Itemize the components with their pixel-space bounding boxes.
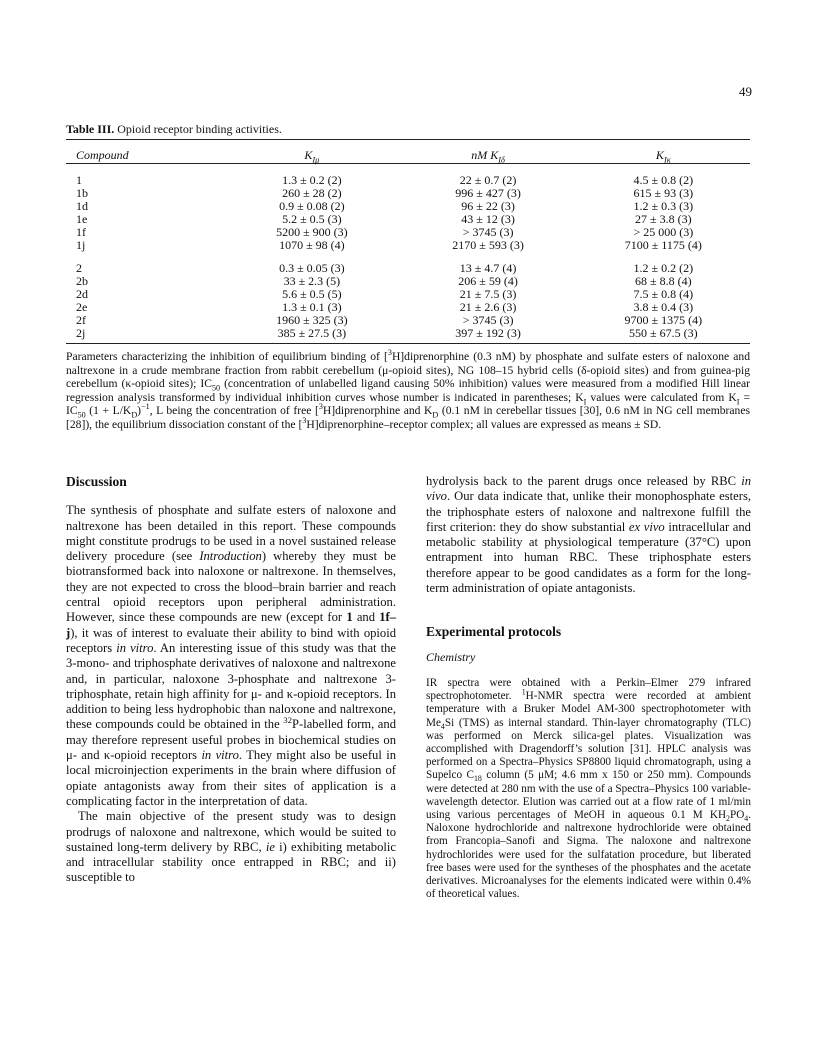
- header-k-mu: $K_{I\mu}$: [304, 147, 320, 164]
- cell-k-mu: 0.9 ± 0.08 (2): [279, 199, 345, 213]
- cell-k-delta: 22 ± 0.7 (2): [459, 173, 517, 187]
- cell-k-kappa: 615 ± 93 (3): [633, 186, 694, 200]
- cell-k-mu: 1960 ± 325 (3): [276, 313, 348, 327]
- cell-k-kappa: 4.5 ± 0.8 (2): [633, 173, 694, 187]
- chemistry-subheading: Chemistry: [426, 649, 476, 664]
- cell-compound: 1d: [76, 199, 88, 213]
- page-number: 49: [739, 84, 752, 99]
- cell-k-mu: 33 ± 2.3 (5): [283, 274, 341, 288]
- cell-k-delta: 21 ± 7.5 (3): [459, 287, 517, 301]
- table-top-rule: [66, 139, 750, 140]
- cell-compound: 1b: [76, 186, 88, 200]
- table-row: [66, 327, 750, 340]
- cell-k-delta: 2170 ± 593 (3): [452, 238, 524, 252]
- table-bottom-rule: [66, 343, 750, 344]
- cell-compound: 1j: [76, 238, 86, 252]
- cell-k-kappa: 7.5 ± 0.8 (4): [633, 287, 694, 301]
- cell-k-kappa: 1.2 ± 0.2 (2): [633, 261, 694, 275]
- cell-k-delta: 206 ± 59 (4): [458, 274, 518, 288]
- cell-k-delta: > 3745 (3): [462, 313, 514, 327]
- chemistry-paragraph: IR spectra were obtained with a Perkin–Elmer 279 infrared spectrophotometer. $^1$H-NMR spectra were recorded at ambient temperature with a Bruker Model AM-300 spectrophotometer with $Me_4Si$ (TMS) as internal standard. Thin-layer chromatography (TLC) was performed on Merck silica-gel plates. Visualization was accomplished with Dragendorff’s solution [31]. HPLC analysis was performed on a Spectra–Physics SP8800 liquid chromatograph, using a Supelco $C_{18}$ column (5 μM; 4.6 mm x 150 or 250 mm). Compounds were detected at 280 nm with the use of a Spectra–Physics 100 variable-wavelength detector. Elution was carried out at a flow rate of 1 ml/min using various percentages of MeOH in aqueous 0.1 M $KH_2PO_4$. Naloxone hydrochloride and naltrexone hydrochloride were obtained from Francopia–Sanofi and Sigma. The naloxone and naltrexone hydrochlorides were used for the sulfatation procedure, but liberated free bases were used for the syntheses of the phosphates and the acetate derivatives. Microanalyses for the elements indicated were within 0.4% of theoretical values.: [426, 676, 751, 901]
- cell-compound: 1e: [76, 212, 88, 226]
- cell-k-kappa: 68 ± 8.8 (4): [635, 274, 692, 288]
- cell-k-delta: 397 ± 192 (3): [455, 326, 521, 340]
- cell-compound: 2: [76, 261, 82, 275]
- cell-k-delta: > 3745 (3): [462, 225, 514, 239]
- cell-k-delta: 43 ± 12 (3): [461, 212, 515, 226]
- cell-k-mu: 1070 ± 98 (4): [279, 238, 345, 252]
- cell-k-mu: 385 ± 27.5 (3): [277, 326, 347, 340]
- cell-k-mu: 5.2 ± 0.5 (3): [282, 212, 342, 226]
- table-footnote: Parameters characterizing the inhibition of equilibrium binding of [$^3$H]diprenorphine (0.3 nM) by phosphate and sulfate esters of naloxone and naltrexone in a crude membrane fraction from rabbit cerebellum (μ-opioid sites), NG 108–15 hybrid cells (δ-opioid sites) and from guinea-pig cerebellum (κ-opioid sites); $IC_{50}$ (concentration of unlabelled ligand causing 50% inhibition) values were measured from a modified Hill linear regression analysis transformed by individual inhibition curves whose number is indicated in parentheses; $K_I$ values were calculated from $K_I = IC_{50}$ $(1 + L/K_D)^{-1}$, L being the concentration of free [$^3$H]diprenorphine and $K_D$ (0.1 nM in cerebellar tissues [30], 0.6 nM in NG cell membranes [28]), the equilibrium dissociation constant of the [$^3$H]diprenorphine–receptor complex; all values are expressed as means ± SD.: [66, 348, 751, 431]
- cell-compound: 2d: [76, 287, 88, 301]
- cell-compound: 2b: [76, 274, 88, 288]
- cell-k-delta: 21 ± 2.6 (3): [459, 300, 517, 314]
- cell-compound: 1f: [76, 225, 86, 239]
- right-column: [426, 474, 751, 901]
- cell-k-kappa: 7100 ± 1175 (4): [624, 238, 702, 252]
- experimental-heading: Experimental protocols: [426, 624, 562, 640]
- cell-compound: 2e: [76, 300, 88, 314]
- discussion-paragraph-3: hydrolysis back to the parent drugs once released by RBC in vivo. Our data indicate that, unlike their monophosphate esters, the triphosphate esters of naloxone and naltrexone fulfill the first criterion: they do show substantial ex vivo intracellular and metabolic stability at physiological temperature (37°C) upon entrapment into human RBC. These triphosphate esters therefore appear to be good candidates as a form for the long-term administration of opiate antagonists.: [426, 474, 751, 596]
- cell-k-mu: 1.3 ± 0.2 (2): [282, 173, 342, 187]
- discussion-paragraph-2: The main objective of the present study was to design prodrugs of naloxone and naltrexone, which would be suited to sustained long-term delivery by RBC, ie i) exhibiting metabolic and intracellular stability once entrapped in RBC; and ii) susceptible to: [66, 809, 396, 885]
- cell-k-mu: 1.3 ± 0.1 (3): [282, 300, 342, 314]
- cell-k-mu: 0.3 ± 0.05 (3): [279, 261, 345, 275]
- cell-k-delta: 96 ± 22 (3): [461, 199, 515, 213]
- cell-k-kappa: 550 ± 67.5 (3): [629, 326, 698, 340]
- binding-table: [66, 146, 750, 340]
- cell-k-mu: 5.6 ± 0.5 (5): [282, 287, 342, 301]
- cell-k-delta: 13 ± 4.7 (4): [459, 261, 517, 275]
- discussion-heading: Discussion: [66, 474, 127, 489]
- header-compound: Compound: [76, 147, 129, 162]
- cell-k-kappa: > 25 000 (3): [633, 225, 694, 239]
- table-title: Table III. Opioid receptor binding activities.: [66, 122, 282, 136]
- cell-k-mu: 5200 ± 900 (3): [276, 225, 348, 239]
- cell-k-delta: 996 ± 427 (3): [455, 186, 521, 200]
- table-row: [66, 239, 750, 252]
- cell-k-kappa: 3.8 ± 0.4 (3): [633, 300, 694, 314]
- left-column: [66, 474, 396, 886]
- header-k-kappa: $K_{I\kappa}$: [655, 147, 671, 164]
- table-header-row: [66, 146, 750, 164]
- cell-compound: 1: [76, 173, 82, 187]
- cell-k-mu: 260 ± 28 (2): [282, 186, 342, 200]
- cell-compound: 2j: [76, 326, 86, 340]
- header-k-delta: nM $K_{I\delta}$: [471, 147, 505, 164]
- discussion-paragraph-1: The synthesis of phosphate and sulfate esters of naloxone and naltrexone has been detailed in this report. These compounds might constitute prodrugs to be used in a novel sustained release delivery procedure (see Introduction) whereby they must be biotransformed back into naloxone or naltrexone. In themselves, they are not expected to cross the blood–brain barrier and reach central opioid receptors upon peripheral administration. However, since these compounds are new (except for 1 and 1f–j), it was of interest to evaluate their ability to bind with opioid receptors in vitro. An interesting issue of this study was that the 3-mono- and triphosphate derivatives of naloxone and naltrexone and, in particular, naloxone 3-phosphate and naltrexone 3-triphosphate, retain high affinity for μ- and κ-opioid receptors. In addition to being less hydrophobic than naloxone and naltrexone, these compounds could be obtained in the $^{32}$P-labelled form, and may therefore represent useful probes in biochemical studies on μ- and κ-opioid receptors in vitro. They might also be useful in local microinjection experiments in the brain where diffusion of opiate antagonists away from their sites of application is a complicating factor in the interpretation of data.: [66, 503, 397, 808]
- cell-k-kappa: 27 ± 3.8 (3): [635, 212, 692, 226]
- cell-k-kappa: 9700 ± 1375 (4): [624, 313, 703, 327]
- cell-compound: 2f: [76, 313, 86, 327]
- cell-k-kappa: 1.2 ± 0.3 (3): [633, 199, 694, 213]
